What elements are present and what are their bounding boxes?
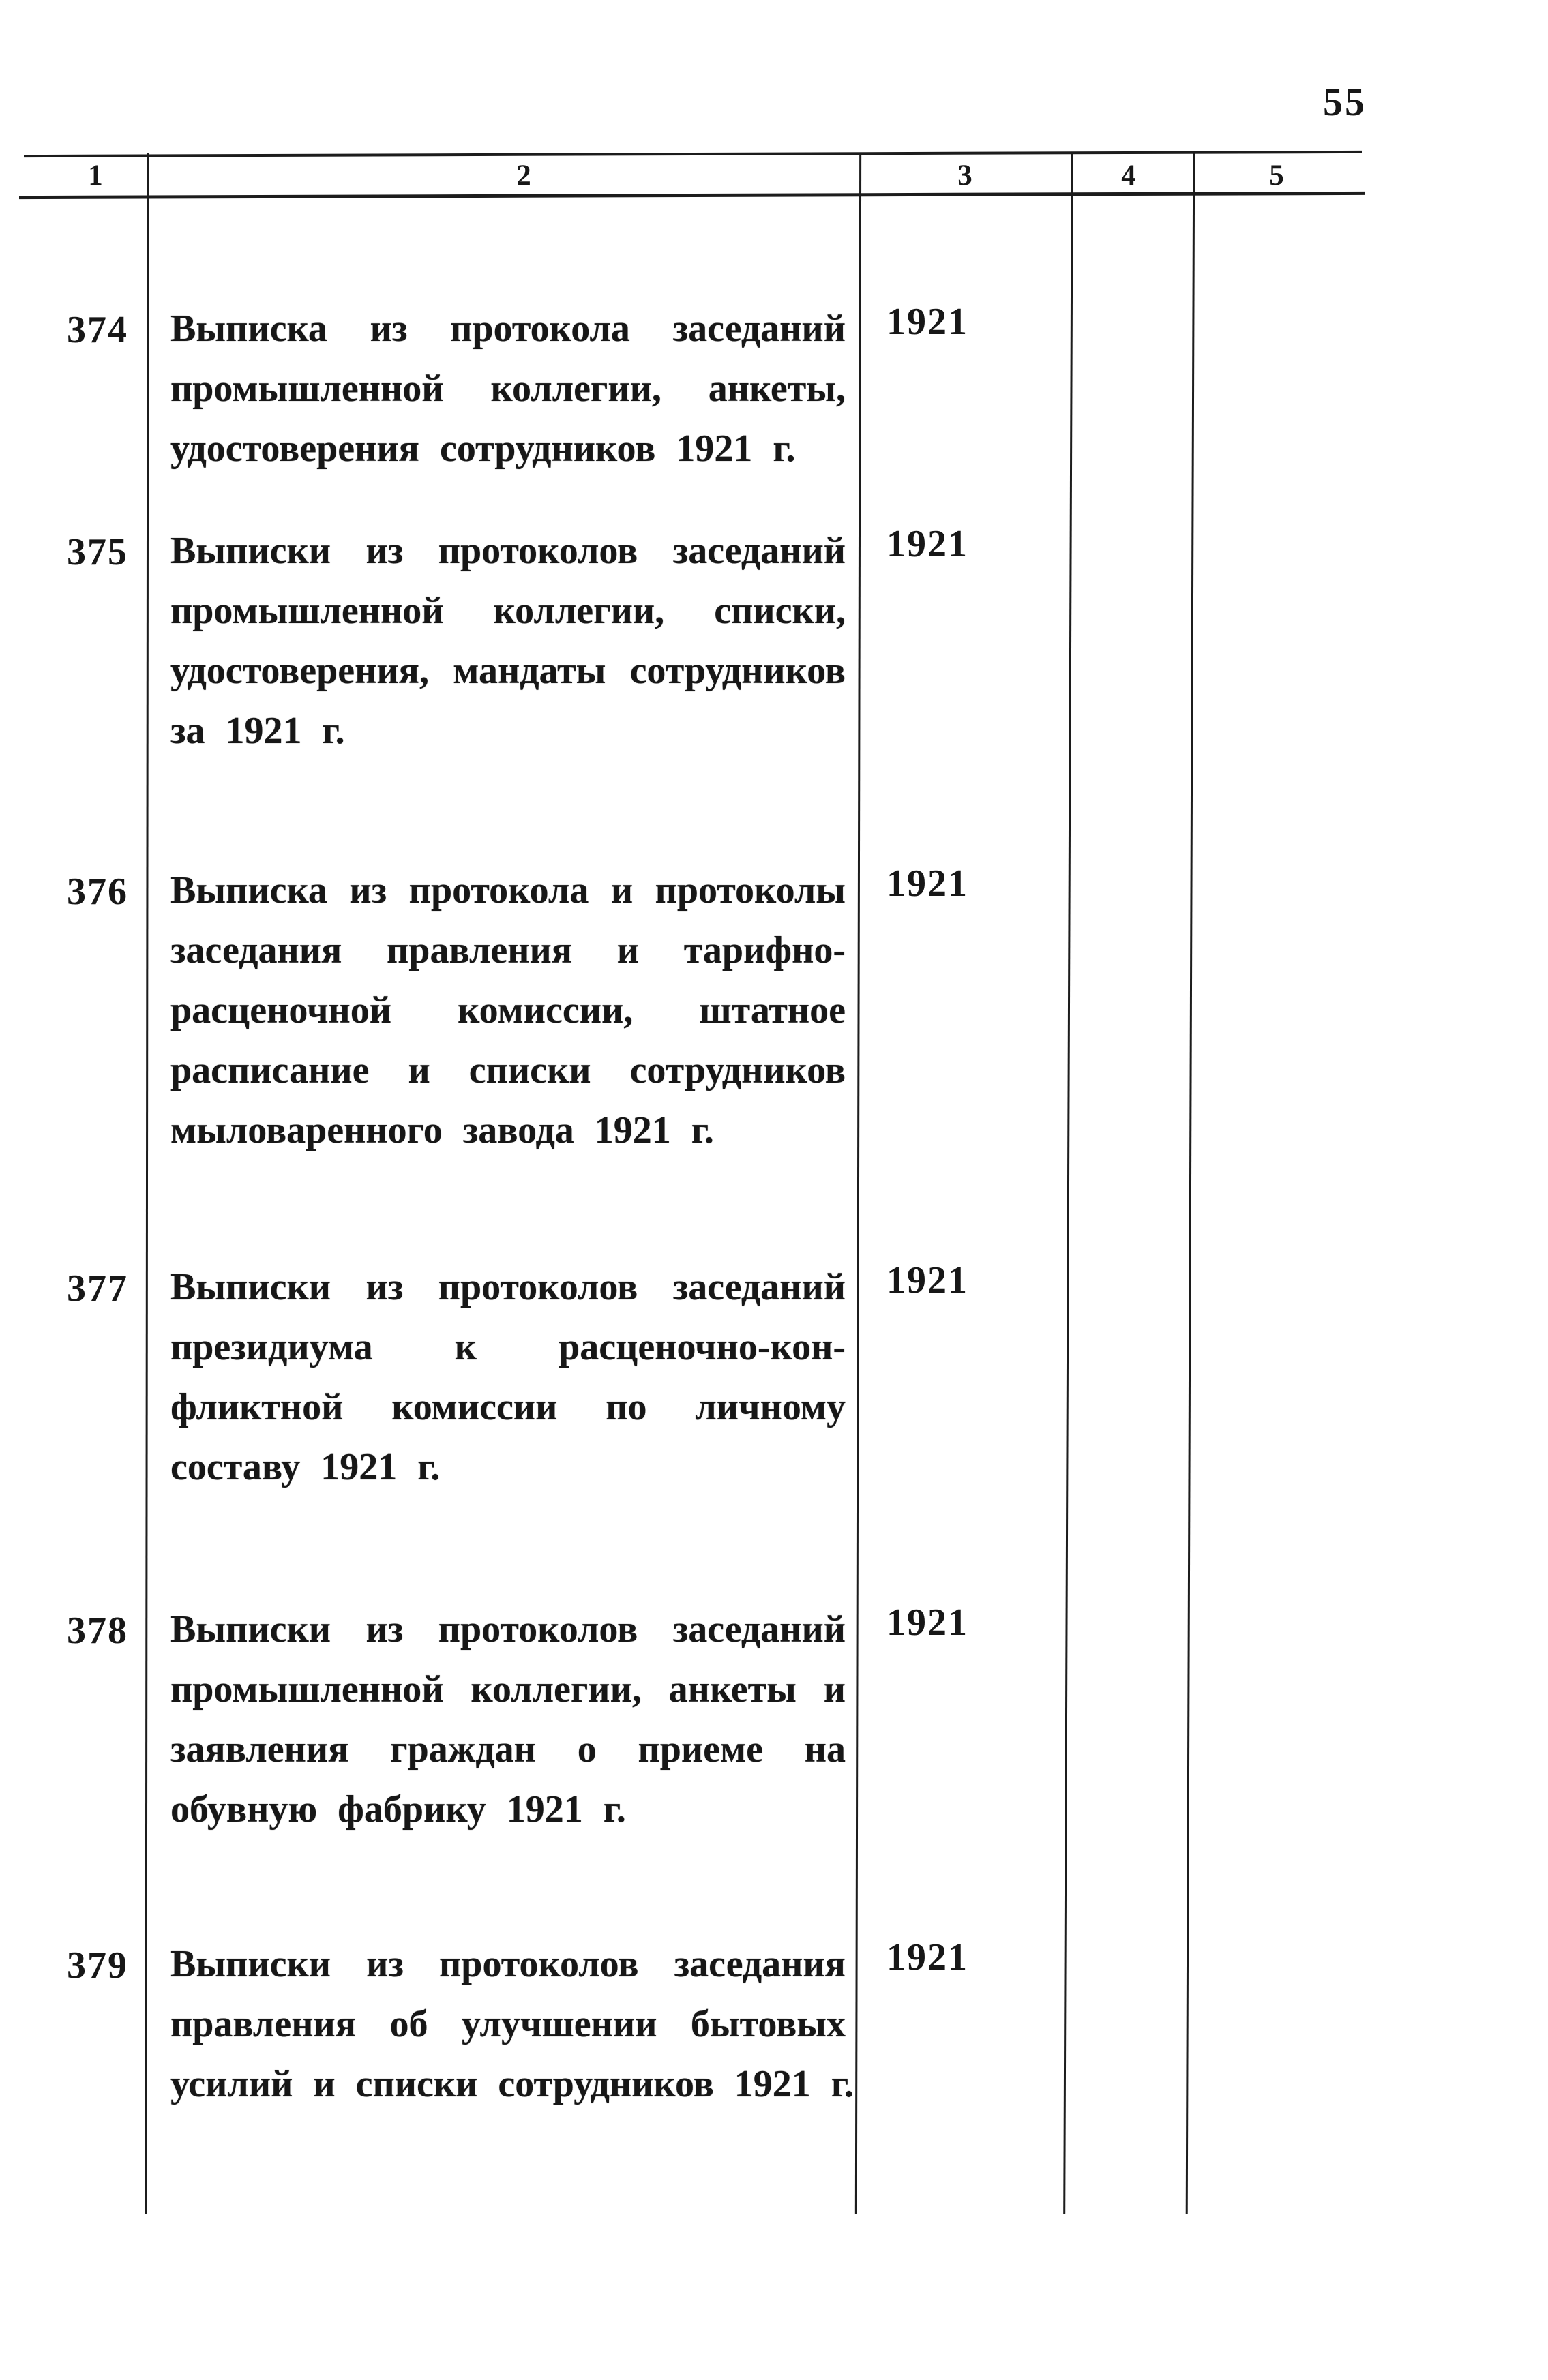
record-description [170, 529, 846, 769]
column-header-5: 5 [1269, 160, 1284, 192]
text-line: усилий и списки сотрудников 1921 г. [170, 2063, 854, 2105]
column-header-4: 4 [1121, 160, 1136, 192]
text-line: за 1921 г. [170, 710, 345, 752]
text-line: правления об улучшении бытовых [170, 2003, 846, 2045]
text-line: расценочной комиссии, штатное [170, 989, 846, 1031]
record-year: 1921 [887, 523, 968, 565]
record-description [170, 1942, 854, 2122]
text-line: удостоверения сотрудников 1921 г. [170, 427, 796, 470]
text-line: Выписка из протокола заседаний [170, 307, 846, 350]
column-divider-2 [855, 153, 861, 2214]
table-header-bottom-rule [19, 192, 1365, 199]
text-line: Выписки из протоколов заседания [170, 1943, 846, 1985]
record-year: 1921 [887, 301, 968, 343]
text-line: заявления граждан о приеме на [170, 1728, 846, 1771]
text-line: обувную фабрику 1921 г. [170, 1788, 626, 1831]
text-line: Выписки из протоколов заседаний [170, 530, 846, 572]
record-number: 378 [67, 1610, 128, 1652]
record-number: 377 [67, 1267, 128, 1310]
text-line: фликтной комиссии по личному [170, 1386, 846, 1428]
record-year: 1921 [887, 1259, 968, 1301]
text-line: удостоверения, мандаты сотрудников [170, 650, 846, 692]
record-number: 379 [67, 1944, 128, 1987]
column-divider-4 [1186, 153, 1195, 2214]
text-line: мыловаренного завода 1921 г. [170, 1109, 714, 1151]
page-number: 55 [1323, 80, 1367, 124]
text-line: Выписки из протоколов заседаний [170, 1266, 846, 1308]
text-line: Выписка из протокола и протоколы [170, 869, 846, 912]
column-header-2: 2 [516, 160, 531, 192]
text-line: расписание и списки сотрудников [170, 1049, 846, 1091]
column-divider-1 [145, 153, 149, 2214]
record-year: 1921 [887, 1601, 968, 1644]
record-description [170, 307, 846, 487]
record-description [170, 869, 846, 1169]
record-year: 1921 [887, 862, 968, 905]
table-header-top-rule [24, 151, 1362, 157]
column-divider-3 [1063, 153, 1073, 2214]
text-line: промышленной коллегии, анкеты, [170, 367, 846, 410]
record-description [170, 1265, 846, 1505]
column-header-3: 3 [957, 160, 972, 192]
text-line: заседания правления и тарифно- [170, 929, 846, 971]
text-line: промышленной коллегии, анкеты и [170, 1668, 846, 1711]
record-number: 374 [67, 309, 128, 351]
text-line: промышленной коллегии, списки, [170, 590, 846, 632]
column-header-1: 1 [88, 160, 103, 192]
record-description [170, 1608, 846, 1848]
record-number: 376 [67, 871, 128, 913]
text-line: составу 1921 г. [170, 1446, 441, 1488]
record-year: 1921 [887, 1936, 968, 1978]
text-line: президиума к расценочно-кон- [170, 1326, 846, 1368]
record-number: 375 [67, 531, 128, 573]
text-line: Выписки из протоколов заседаний [170, 1608, 846, 1651]
